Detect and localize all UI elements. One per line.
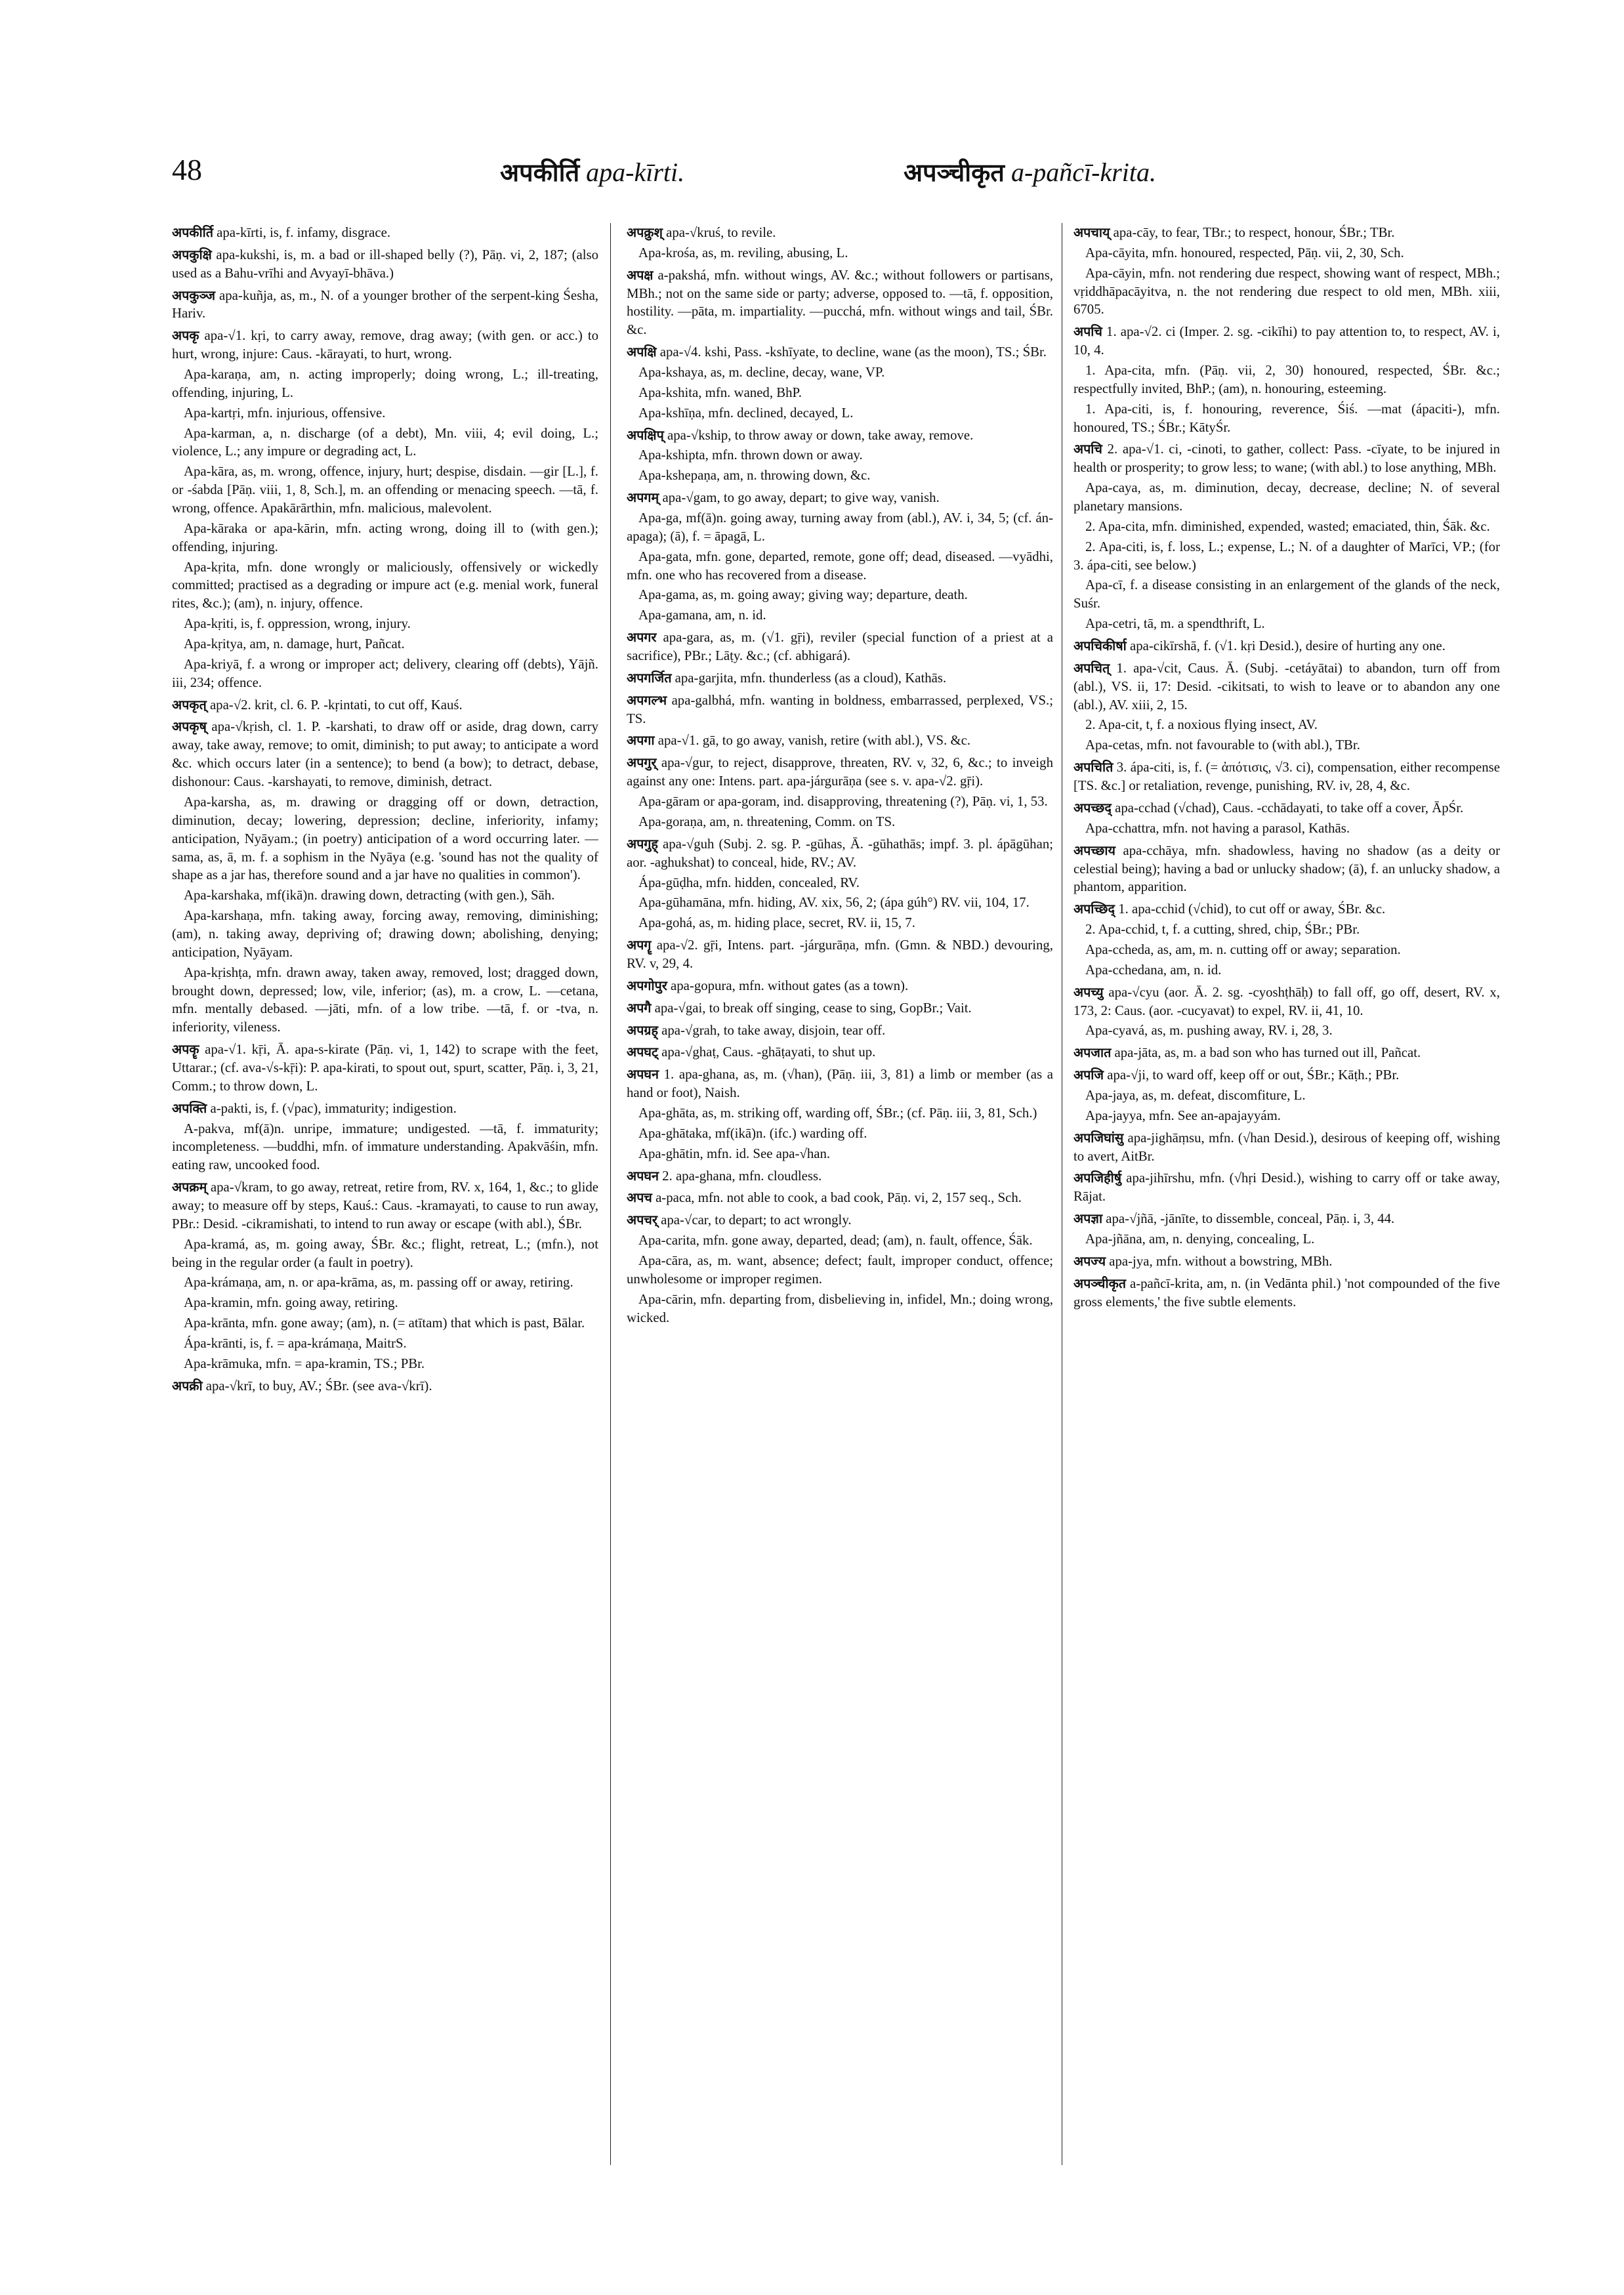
dictionary-column-3 (1073, 220, 1500, 2175)
entry-text: 2. Apa-cit, t, f. a noxious flying insect, AV. (1085, 717, 1318, 733)
headword-devanagari: अपक्षिप् (627, 427, 664, 443)
dictionary-subentry (627, 1291, 1053, 1327)
dictionary-subentry (627, 1145, 1053, 1163)
dictionary-entry (627, 489, 1053, 507)
entry-text: a-paca, mfn. not able to cook, a bad cook, Pāṇ. vi, 2, 157 seq., Sch. (656, 1190, 1022, 1206)
right-running-head (904, 155, 1156, 189)
entry-text: Apa-gamana, am, n. id. (638, 608, 766, 623)
entry-text: apa-kīrti, is, f. infamy, disgrace. (217, 225, 391, 240)
entry-text: Apa-ga, mf(ā)n. going away, turning away from (abl.), AV. i, 34, 5; (cf. án-apaga); (ā), f. = āpagā, L. (627, 510, 1053, 544)
dictionary-entry (1073, 637, 1500, 655)
headword-devanagari: अपच्छद् (1073, 800, 1112, 816)
headword-devanagari: अपच्छिद् (1073, 901, 1115, 917)
entry-text: 1. apa-cchid (√chid), to cut off or away, ŚBr. &c. (1118, 901, 1386, 917)
dictionary-subentry (172, 886, 598, 905)
entry-text: apa-√ji, to ward off, keep off or out, ŚBr.; Kāṭh.; PBr. (1107, 1067, 1400, 1083)
headword-devanagari: अपज्य (1073, 1253, 1106, 1269)
headword-devanagari: अपचिकीर्षा (1073, 638, 1127, 654)
headword-devanagari: अपच्यु (1073, 984, 1104, 1000)
dictionary-subentry (627, 404, 1053, 423)
entry-text: Apa-cchattra, mfn. not having a parasol, Kathās. (1085, 820, 1350, 836)
entry-text: Apa-gāram or apa-goram, ind. disapproving, threatening (?), Pāṇ. vi, 1, 53. (638, 794, 1048, 810)
dictionary-subentry (172, 1273, 598, 1292)
entry-text: apa-√guh (Subj. 2. sg. P. -gūhas, Ā. -gūhathās; impf. 3. pl. ápāgūhan; aor. -aghukshat) to conceal, hide, RV.; AV. (627, 836, 1053, 870)
headword-devanagari: अपगर (627, 630, 657, 646)
headword-devanagari: अपगा (627, 733, 655, 749)
entry-text: apa-jya, mfn. without a bowstring, MBh. (1109, 1253, 1333, 1269)
entry-text: Apa-kshīṇa, mfn. declined, decayed, L. (638, 405, 854, 421)
dictionary-entry (627, 692, 1053, 728)
entry-text: Apa-kshaya, as, m. decline, decay, wane, VP. (638, 365, 885, 381)
dictionary-entry (172, 224, 598, 242)
dictionary-subentry (172, 793, 598, 884)
entry-text: Apa-ghātaka, mf(ikā)n. (ifc.) warding off. (638, 1125, 867, 1141)
entry-text: apa-√gur, to reject, disapprove, threaten, RV. v, 32, 6, &c.; to inveigh against any one: Intens. part. apa-járgurāṇa (see s. v. apa-√2. gṝi). (627, 755, 1053, 789)
headword-devanagari: अपकृत् (172, 697, 207, 713)
page-header (172, 152, 1353, 205)
dictionary-entry (1073, 1275, 1500, 1312)
entry-text: apa-√cyu (aor. Ā. 2. sg. -cyoshṭhāḥ) to fall off, go off, desert, RV. x, 173, 2: Caus. (aor. -cucyavat) to expel, RV. ii, 41, 10. (1073, 984, 1500, 1018)
entry-text: Apa-ghāta, as, m. striking off, warding off, ŚBr.; (cf. Pāṇ. iii, 3, 81, Sch.) (638, 1105, 1037, 1121)
entry-text: apa-√krī, to buy, AV.; ŚBr. (see ava-√krī). (205, 1378, 432, 1394)
dictionary-subentry (172, 1294, 598, 1312)
dictionary-subentry (172, 907, 598, 962)
entry-text: A-pakva, mf(ā)n. unripe, immature; undigested. —tā, f. immaturity; incompleteness. —buddhi, mfn. of immature understanding. Apakvāśin, mfn. eating raw, uncooked food. (172, 1121, 598, 1173)
entry-text: Apa-kṛita, mfn. done wrongly or maliciously, offensively or wickedly committed; practised as a degrading or impure act (e.g. menial work, funeral rites, &c.); (am), n. injury, offence. (172, 559, 598, 611)
dictionary-entry (1073, 1044, 1500, 1062)
dictionary-subentry (627, 914, 1053, 932)
entry-text: apa-cchad (√chad), Caus. -cchādayati, to take off a cover, ĀpŚr. (1115, 800, 1464, 816)
dictionary-subentry (1073, 736, 1500, 755)
headword-devanagari: अपक्ष (627, 267, 654, 283)
dictionary-entry (627, 266, 1053, 339)
dictionary-subentry (172, 463, 598, 518)
entry-text: Apa-gama, as, m. going away; giving way; departure, death. (638, 587, 968, 603)
dictionary-subentry (1073, 576, 1500, 613)
headword-devanagari: अपकुञ्ज (172, 287, 216, 303)
dictionary-entry (1073, 1129, 1500, 1166)
dictionary-entry (172, 1178, 598, 1233)
dictionary-subentry (172, 615, 598, 633)
entry-text: 2. Apa-citi, is, f. loss, L.; expense, L.; N. of a daughter of Marīci, VP.; (for 3. ápa-citi, see below.) (1073, 539, 1500, 573)
headword-devanagari: अपगॄ (627, 938, 652, 953)
dictionary-subentry (172, 1355, 598, 1373)
dictionary-subentry (627, 813, 1053, 831)
headword-devanagari: अपघन (627, 1067, 659, 1083)
entry-text: Apa-ghātin, mfn. id. See apa-√han. (638, 1146, 831, 1161)
entry-text: Apa-kshepaṇa, am, n. throwing down, &c. (638, 468, 871, 484)
dictionary-entry (172, 696, 598, 714)
headword-devanagari: अपक्री (172, 1378, 203, 1394)
dictionary-subentry (1073, 538, 1500, 575)
entry-text: Apa-karshaka, mf(ikā)n. drawing down, detracting (with gen.), Sāh. (184, 888, 555, 903)
dictionary-entry (627, 224, 1053, 242)
right-running-head-devanagari: अपञ्चीकृत (904, 158, 1005, 187)
dictionary-entry (627, 754, 1053, 791)
headword-devanagari: अपकॄ (172, 1042, 199, 1058)
dictionary-subentry (1073, 615, 1500, 633)
entry-text: Apa-karaṇa, am, n. acting improperly; doing wrong, L.; ill-treating, offending, injuring, L. (172, 367, 598, 400)
entry-text: Apa-karsha, as, m. drawing or dragging off or down, detraction, diminution, decay; lowering, depression; decline, inferiority, infamy; anticipation, Nyāyam.; (in poetry) anticipation of a word occurring later. —sama, as, ā, m. f. a sophism in the Nyāya (e.g. 'sound has not the quality of shape as a jar has, therefore sound and a jar have no qualities in common'). (172, 794, 598, 883)
headword-devanagari: अपकुक्षि (172, 247, 212, 262)
dictionary-entry (627, 977, 1053, 995)
dictionary-entry (172, 1377, 598, 1396)
dictionary-entry (627, 1167, 1053, 1186)
dictionary-subentry (1073, 819, 1500, 838)
entry-text: Apa-kramá, as, m. going away, ŚBr. &c.; flight, retreat, L.; (mfn.), not being in the regular order (a fault in poetry). (172, 1236, 598, 1270)
entry-text: apa-gopura, mfn. without gates (as a town). (671, 978, 909, 993)
entry-text: apa-kuñja, as, m., N. of a younger brother of the serpent-king Śesha, Hariv. (172, 287, 598, 321)
entry-text: Apa-ccheda, as, am, m. n. cutting off or away; separation. (1085, 941, 1401, 957)
dictionary-entry (627, 732, 1053, 750)
dictionary-entry (1073, 1210, 1500, 1228)
entry-text: apa-cchāya, mfn. shadowless, having no shadow (as a deity or celestial being); having a bad or unlucky shadow; (ā), f. an unlucky shadow, a phantom, apparition. (1073, 842, 1500, 895)
entry-text: Apa-caya, as, m. diminution, decay, decrease, decline; N. of several planetary mansions. (1073, 480, 1500, 514)
headword-devanagari: अपच (627, 1190, 652, 1206)
dictionary-subentry (627, 446, 1053, 465)
headword-devanagari: अपचाय् (1073, 225, 1110, 240)
entry-text: apa-√1. kṝi, Ā. apa-s-kirate (Pāṇ. vi, 1, 142) to scrape with the feet, Uttarar.; (cf. ava-√s-kṝi): P. apa-kirati, to spout out, spurt, scatter, Pāṇ. i, 3, 21, Comm.; to throw down, L. (172, 1042, 598, 1094)
entry-text: apa-cikīrshā, f. (√1. kṛi Desid.), desire of hurting any one. (1129, 638, 1446, 654)
dictionary-entry (627, 1189, 1053, 1207)
dictionary-entry (1073, 1169, 1500, 1206)
dictionary-entry (627, 936, 1053, 973)
headword-devanagari: अपक्ति (172, 1100, 207, 1116)
dictionary-subentry (1073, 362, 1500, 398)
dictionary-entry (627, 426, 1053, 445)
entry-text: 1. Apa-citi, is, f. honouring, reverence, Śiś. —mat (ápaciti-), mfn. honoured, TS.; ŚBr.; KātyŚr. (1073, 401, 1500, 435)
headword-devanagari: अपग्रह् (627, 1022, 658, 1038)
entry-text: apa-√4. kshi, Pass. -kshīyate, to decline, wane (as the moon), TS.; ŚBr. (659, 344, 1047, 360)
dictionary-subentry (1073, 400, 1500, 437)
entry-text: apa-√kram, to go away, retreat, retire from, RV. x, 164, 1, &c.; to glide away; to measure off by steps, Kauś.: Caus. -kramayati, to cause to run away, PBr.: Desid. -cikramishati, to intend to run away or escape (with abl.), ŚBr. (172, 1180, 598, 1231)
dictionary-column-1 (172, 220, 598, 2175)
entry-text: apa-garjita, mfn. thunderless (as a cloud), Kathās. (675, 670, 947, 686)
dictionary-subentry (1073, 518, 1500, 536)
dictionary-entry (627, 343, 1053, 362)
entry-text: 3. ápa-citi, is, f. (= ἀπότισις, √3. ci), compensation, either recompense [TS. &c.] or retaliation, revenge, punishing, RV. iv, 28, 4, &c. (1073, 760, 1500, 794)
entry-text: 2. Apa-cchid, t, f. a cutting, shred, chip, ŚBr.; PBr. (1085, 922, 1360, 938)
dictionary-entry (172, 327, 598, 363)
dictionary-subentry (1073, 264, 1500, 320)
entry-text: apa-kukshi, is, m. a bad or ill-shaped belly (?), Pāṇ. vi, 2, 187; (also used as a Bahu-vrīhi and Avyayī-bhāva.) (172, 247, 598, 281)
dictionary-subentry (1073, 1107, 1500, 1125)
dictionary-subentry (172, 1235, 598, 1272)
dictionary-column-2 (627, 220, 1053, 2175)
dictionary-entry (627, 669, 1053, 688)
entry-text: Apa-krāmuka, mfn. = apa-kramin, TS.; PBr. (184, 1355, 425, 1371)
entry-text: Apa-goraṇa, am, n. threatening, Comm. on TS. (638, 814, 896, 829)
entry-text: apa-√car, to depart; to act wrongly. (661, 1212, 852, 1228)
entry-text: Apa-cetas, mfn. not favourable to (with abl.), TBr. (1085, 737, 1360, 753)
entry-text: apa-√1. gā, to go away, vanish, retire (with abl.), VS. &c. (657, 733, 971, 749)
dictionary-subentry (627, 606, 1053, 625)
entry-text: apa-√kruś, to revile. (666, 225, 776, 240)
headword-devanagari: अपचर् (627, 1212, 657, 1228)
entry-text: Apa-gūhamāna, mfn. hiding, AV. xix, 56, 2; (ápa gúh°) RV. vii, 104, 17. (638, 895, 1030, 911)
entry-text: Apa-kartṛi, mfn. injurious, offensive. (184, 405, 386, 421)
entry-text: a-pañcī-krita, am, n. (in Vedānta phil.) 'not compounded of the five gross elements,' the five subtle elements. (1073, 1275, 1500, 1310)
headword-devanagari: अपकृष् (172, 719, 207, 735)
entry-text: 2. apa-√1. ci, -cinoti, to gather, collect: Pass. -cīyate, to be injured in health or prosperity; to grow less; to wane; (with abl.) to lose anything, MBh. (1073, 442, 1500, 476)
dictionary-subentry (172, 424, 598, 461)
entry-text: apa-√2. gṝi, Intens. part. -járgurāṇa, mfn. (Gmn. & NBD.) devouring, RV. v, 29, 4. (627, 938, 1053, 971)
headword-devanagari: अपगल्भ (627, 692, 667, 708)
dictionary-subentry (1073, 1230, 1500, 1249)
dictionary-subentry (627, 466, 1053, 485)
dictionary-subentry (627, 1252, 1053, 1289)
entry-text: 1. apa-ghana, as, m. (√han), (Pāṇ. iii, 3, 81) a limb or member (as a hand or foot), Naish. (627, 1067, 1053, 1101)
entry-text: apa-√1. kṛi, to carry away, remove, drag away; (with gen. or acc.) to hurt, wrong, injure: Caus. -kārayati, to hurt, wrong. (172, 328, 598, 362)
headword-devanagari: अपञ्चीकृत (1073, 1275, 1127, 1291)
entry-text: Apa-kṛishṭa, mfn. drawn away, taken away, removed, lost; dragged down, brought down, depressed; low, vile, inferior; (as), m. a crow, L. —cetana, mfn. mentally debased. —jāti, mfn. of a low tribe. —tā, f. or -tva, n. inferiority, vileness. (172, 964, 598, 1035)
entry-text: a-pakti, is, f. (√pac), immaturity; indigestion. (210, 1100, 457, 1116)
dictionary-subentry (172, 635, 598, 653)
left-running-head (500, 155, 684, 189)
headword-devanagari: अपजात (1073, 1045, 1112, 1061)
entry-text: Apa-kṛiti, is, f. oppression, wrong, injury. (184, 616, 411, 632)
entry-text: Apa-krośa, as, m. reviling, abusing, L. (638, 245, 848, 260)
entry-text: Apa-cī, f. a disease consisting in an enlargement of the glands of the neck, Suśr. (1073, 577, 1500, 611)
entry-text: 1. apa-√cit, Caus. Ā. (Subj. -cetáyātai) to abandon, turn off from (abl.), VS. ii, 17: Desid. -cikitsati, to wish to leave or to abandon any one (abl.), AV. xiii, 2, 15. (1073, 660, 1500, 713)
entry-text: 1. Apa-cita, mfn. (Pāṇ. vii, 2, 30) honoured, respected, ŚBr. &c.; respectfully invited, BhP.; (am), n. honouring, esteeming. (1073, 363, 1500, 396)
entry-text: Ápa-krānti, is, f. = apa-krámaṇa, MaitrS. (184, 1335, 407, 1351)
dictionary-subentry (172, 655, 598, 692)
entry-text: Apa-carita, mfn. gone away, departed, dead; (am), n. fault, offence, Śāk. (638, 1233, 1033, 1249)
entry-text: Apa-cyavá, as, m. pushing away, RV. i, 28, 3. (1085, 1023, 1333, 1039)
entry-text: Apa-cāra, as, m. want, absence; defect; fault, improper conduct, offence; unwholesome or improper regimen. (627, 1252, 1053, 1287)
dictionary-subentry (627, 894, 1053, 912)
dictionary-subentry (172, 964, 598, 1037)
entry-text: apa-√jñā, -jānīte, to dissemble, conceal, Pāṇ. i, 3, 44. (1106, 1211, 1395, 1227)
headword-devanagari: अपज्ञा (1073, 1211, 1103, 1227)
entry-text: 2. Apa-cita, mfn. diminished, expended, wasted; emaciated, thin, Śāk. &c. (1085, 518, 1490, 534)
dictionary-entry (627, 1043, 1053, 1062)
dictionary-entry (627, 1022, 1053, 1040)
dictionary-subentry (172, 1120, 598, 1175)
headword-devanagari: अपचिति (1073, 760, 1114, 775)
entry-text: Apa-cārin, mfn. departing from, disbelieving in, infidel, Mn.; doing wrong, wicked. (627, 1291, 1053, 1325)
entry-text: Apa-kāra, as, m. wrong, offence, injury, hurt; despise, disdain. —gir [L.], f. or -śabda [Pāṇ. viii, 1, 8, Sch.], m. an offending or menacing speech. —tā, f. wrong, offence. Apakārārthin, mfn. malicious, malevolent. (172, 464, 598, 516)
headword-devanagari: अपक्रम् (172, 1180, 207, 1195)
column-divider (610, 223, 611, 2165)
headword-devanagari: अपचित् (1073, 660, 1110, 676)
dictionary-subentry (627, 793, 1053, 811)
dictionary-entry (172, 246, 598, 283)
dictionary-subentry (627, 509, 1053, 546)
entry-text: Apa-kshita, mfn. waned, BhP. (638, 384, 802, 400)
dictionary-subentry (627, 548, 1053, 585)
entry-text: a-pakshá, mfn. without wings, AV. &c.; without followers or partisans, MBh.; not on the same side or party; adverse, opposed to. —tā, f. opposition, hostility. —pāta, m. impartiality. —pucchá, mfn. without wings and tail, ŚBr. &c. (627, 267, 1053, 338)
dictionary-entry (1073, 758, 1500, 795)
entry-text: apa-galbhá, mfn. wanting in boldness, embarrassed, perplexed, VS.; TS. (627, 692, 1053, 726)
dictionary-subentry (627, 244, 1053, 262)
entry-text: Apa-cāyita, mfn. honoured, respected, Pāṇ. vii, 2, 30, Sch. (1085, 245, 1404, 260)
entry-text: Apa-gohá, as, m. hiding place, secret, RV. ii, 15, 7. (638, 915, 915, 931)
entry-text: apa-√kship, to throw away or down, take away, remove. (667, 427, 974, 443)
dictionary-entry (1073, 1252, 1500, 1271)
entry-text: Apa-kriyā, f. a wrong or improper act; delivery, clearing off (debts), Yājñ. iii, 234; offence. (172, 656, 598, 690)
headword-devanagari: अपगुर् (627, 755, 657, 771)
dictionary-entry (1073, 224, 1500, 242)
dictionary-entry (1073, 842, 1500, 897)
entry-text: 2. apa-ghana, mfn. cloudless. (662, 1168, 822, 1184)
entry-text: Apa-krámaṇa, am, n. or apa-krāma, as, m. passing off or away, retiring. (184, 1275, 573, 1291)
headword-devanagari: अपक्रुश् (627, 225, 663, 240)
dictionary-subentry (1073, 961, 1500, 980)
entry-text: apa-√2. krit, cl. 6. P. -kṛintati, to cut off, Kauś. (209, 697, 463, 713)
dictionary-subentry (1073, 941, 1500, 959)
entry-text: Apa-kāraka or apa-kārin, mfn. acting wrong, doing ill to (with gen.); offending, injuring. (172, 520, 598, 554)
left-running-head-translit: apa-kīrti. (586, 157, 685, 187)
entry-text: 1. apa-√2. ci (Imper. 2. sg. -cikīhi) to pay attention to, to respect, AV. i, 10, 4. (1073, 324, 1500, 358)
dictionary-entry (172, 718, 598, 791)
headword-devanagari: अपगर्जित (627, 670, 672, 686)
dictionary-subentry (172, 365, 598, 402)
entry-text: Apa-karshaṇa, mfn. taking away, forcing away, removing, diminishing; (am), n. taking away, depriving of; drawing down; abolishing, denying; anticipation, Nyāyam. (172, 908, 598, 960)
dictionary-entry (1073, 440, 1500, 477)
headword-devanagari: अपचि (1073, 324, 1102, 340)
dictionary-subentry (1073, 1086, 1500, 1105)
dictionary-entry (627, 629, 1053, 665)
dictionary-subentry (1073, 244, 1500, 262)
headword-devanagari: अपगोपुर (627, 978, 667, 993)
headword-devanagari: अपचि (1073, 442, 1102, 457)
headword-devanagari: अपच्छाय (1073, 842, 1115, 858)
dictionary-entry (627, 999, 1053, 1018)
dictionary-subentry (627, 1125, 1053, 1143)
entry-text: apa-√kṛish, cl. 1. P. -karshati, to draw off or aside, drag down, carry away, take away, remove; to omit, diminish; to put away; to anticipate a word &c. which occurs later (in a sentence); to bend (a bow); to detract, debase, dishonour: Caus. -karshayati, to remove, diminish, detract. (172, 719, 598, 790)
right-running-head-translit: a-pañcī-krita. (1010, 157, 1157, 187)
entry-text: apa-√gai, to break off singing, cease to sing, GopBr.; Vait. (654, 1000, 972, 1016)
headword-devanagari: अपजिहीर्षु (1073, 1170, 1122, 1186)
entry-text: Ápa-gūḍha, mfn. hidden, concealed, RV. (638, 875, 860, 890)
headword-devanagari: अपगुह् (627, 836, 658, 852)
entry-text: Apa-cetri, tā, m. a spendthrift, L. (1085, 616, 1265, 632)
entry-text: apa-jighāṃsu, mfn. (√han Desid.), desirous of keeping off, wishing to avert, AitBr. (1073, 1130, 1500, 1164)
dictionary-entry (1073, 799, 1500, 817)
entry-text: Apa-cchedana, am, n. id. (1085, 962, 1222, 978)
headword-devanagari: अपगै (627, 1000, 652, 1016)
headword-devanagari: अपक्षि (627, 344, 657, 360)
entry-text: Apa-gata, mfn. gone, departed, remote, gone off; dead, diseased. —vyādhi, mfn. one who has recovered from a disease. (627, 548, 1053, 583)
dictionary-subentry (1073, 479, 1500, 516)
dictionary-subentry (172, 558, 598, 613)
dictionary-entry (627, 835, 1053, 872)
dictionary-subentry (627, 1104, 1053, 1123)
left-running-head-devanagari: अपकीर्ति (500, 158, 580, 187)
headword-devanagari: अपकीर्ति (172, 225, 213, 240)
entry-text: Apa-jaya, as, m. defeat, discomfiture, L. (1085, 1087, 1306, 1103)
dictionary-entry (1073, 983, 1500, 1020)
entry-text: Apa-kramin, mfn. going away, retiring. (184, 1295, 398, 1311)
dictionary-entry (1073, 900, 1500, 919)
dictionary-subentry (1073, 1022, 1500, 1040)
entry-text: apa-√ghaṭ, Caus. -ghāṭayati, to shut up. (661, 1044, 876, 1060)
entry-text: apa-cāy, to fear, TBr.; to respect, honour, ŚBr.; TBr. (1113, 225, 1395, 240)
entry-text: apa-√grah, to take away, disjoin, tear off. (661, 1022, 886, 1038)
dictionary-entry (1073, 323, 1500, 360)
dictionary-subentry (627, 1231, 1053, 1250)
entry-text: Apa-karman, a, n. discharge (of a debt), Mn. viii, 4; evil doing, L.; violence, L.; any impure or degrading act, L. (172, 425, 598, 459)
headword-devanagari: अपकृ (172, 328, 199, 344)
dictionary-entry (1073, 1066, 1500, 1085)
headword-devanagari: अपजि (1073, 1067, 1104, 1083)
dictionary-subentry (627, 874, 1053, 892)
entry-text: apa-gara, as, m. (√1. gṝi), reviler (special function of a priest at a sacrifice), PBr.; Lāṭy. &c.; (cf. abhigará). (627, 630, 1053, 664)
entry-text: Apa-cāyin, mfn. not rendering due respect, showing want of respect, MBh.; vṛiddhāpacāyitva, n. the not rendering due respect to old men, MBh. xiii, 6705. (1073, 265, 1500, 318)
dictionary-subentry (627, 384, 1053, 402)
dictionary-subentry (627, 363, 1053, 382)
entry-text: Apa-krānta, mfn. gone away; (am), n. (= atītam) that which is past, Bālar. (184, 1315, 585, 1331)
page-number: 48 (172, 153, 202, 186)
entry-text: Apa-kṛitya, am, n. damage, hurt, Pañcat. (184, 636, 405, 652)
dictionary-entry (172, 1041, 598, 1096)
entry-text: apa-√gam, to go away, depart; to give way, vanish. (662, 490, 940, 506)
headword-devanagari: अपघट् (627, 1044, 658, 1060)
entry-text: apa-jihīrshu, mfn. (√hṛi Desid.), wishing to carry off or take away, Rājat. (1073, 1170, 1500, 1205)
headword-devanagari: अपजिघांसु (1073, 1130, 1124, 1146)
entry-text: Apa-jayya, mfn. See an-apajayyám. (1085, 1107, 1281, 1123)
dictionary-subentry (172, 404, 598, 423)
dictionary-subentry (172, 1314, 598, 1333)
dictionary-subentry (1073, 920, 1500, 939)
headword-devanagari: अपघन (627, 1168, 659, 1184)
dictionary-subentry (172, 1334, 598, 1353)
dictionary-entry (627, 1065, 1053, 1102)
dictionary-entry (172, 287, 598, 323)
dictionary-entry (627, 1211, 1053, 1230)
dictionary-entry (172, 1100, 598, 1118)
dictionary-subentry (627, 586, 1053, 604)
entry-text: Apa-jñāna, am, n. denying, concealing, L. (1085, 1231, 1315, 1247)
headword-devanagari: अपगम् (627, 490, 659, 506)
dictionary-subentry (1073, 716, 1500, 734)
dictionary-entry (1073, 659, 1500, 714)
dictionary-subentry (172, 520, 598, 556)
entry-text: apa-jāta, as, m. a bad son who has turned out ill, Pañcat. (1114, 1045, 1421, 1061)
entry-text: Apa-kshipta, mfn. thrown down or away. (638, 447, 863, 463)
